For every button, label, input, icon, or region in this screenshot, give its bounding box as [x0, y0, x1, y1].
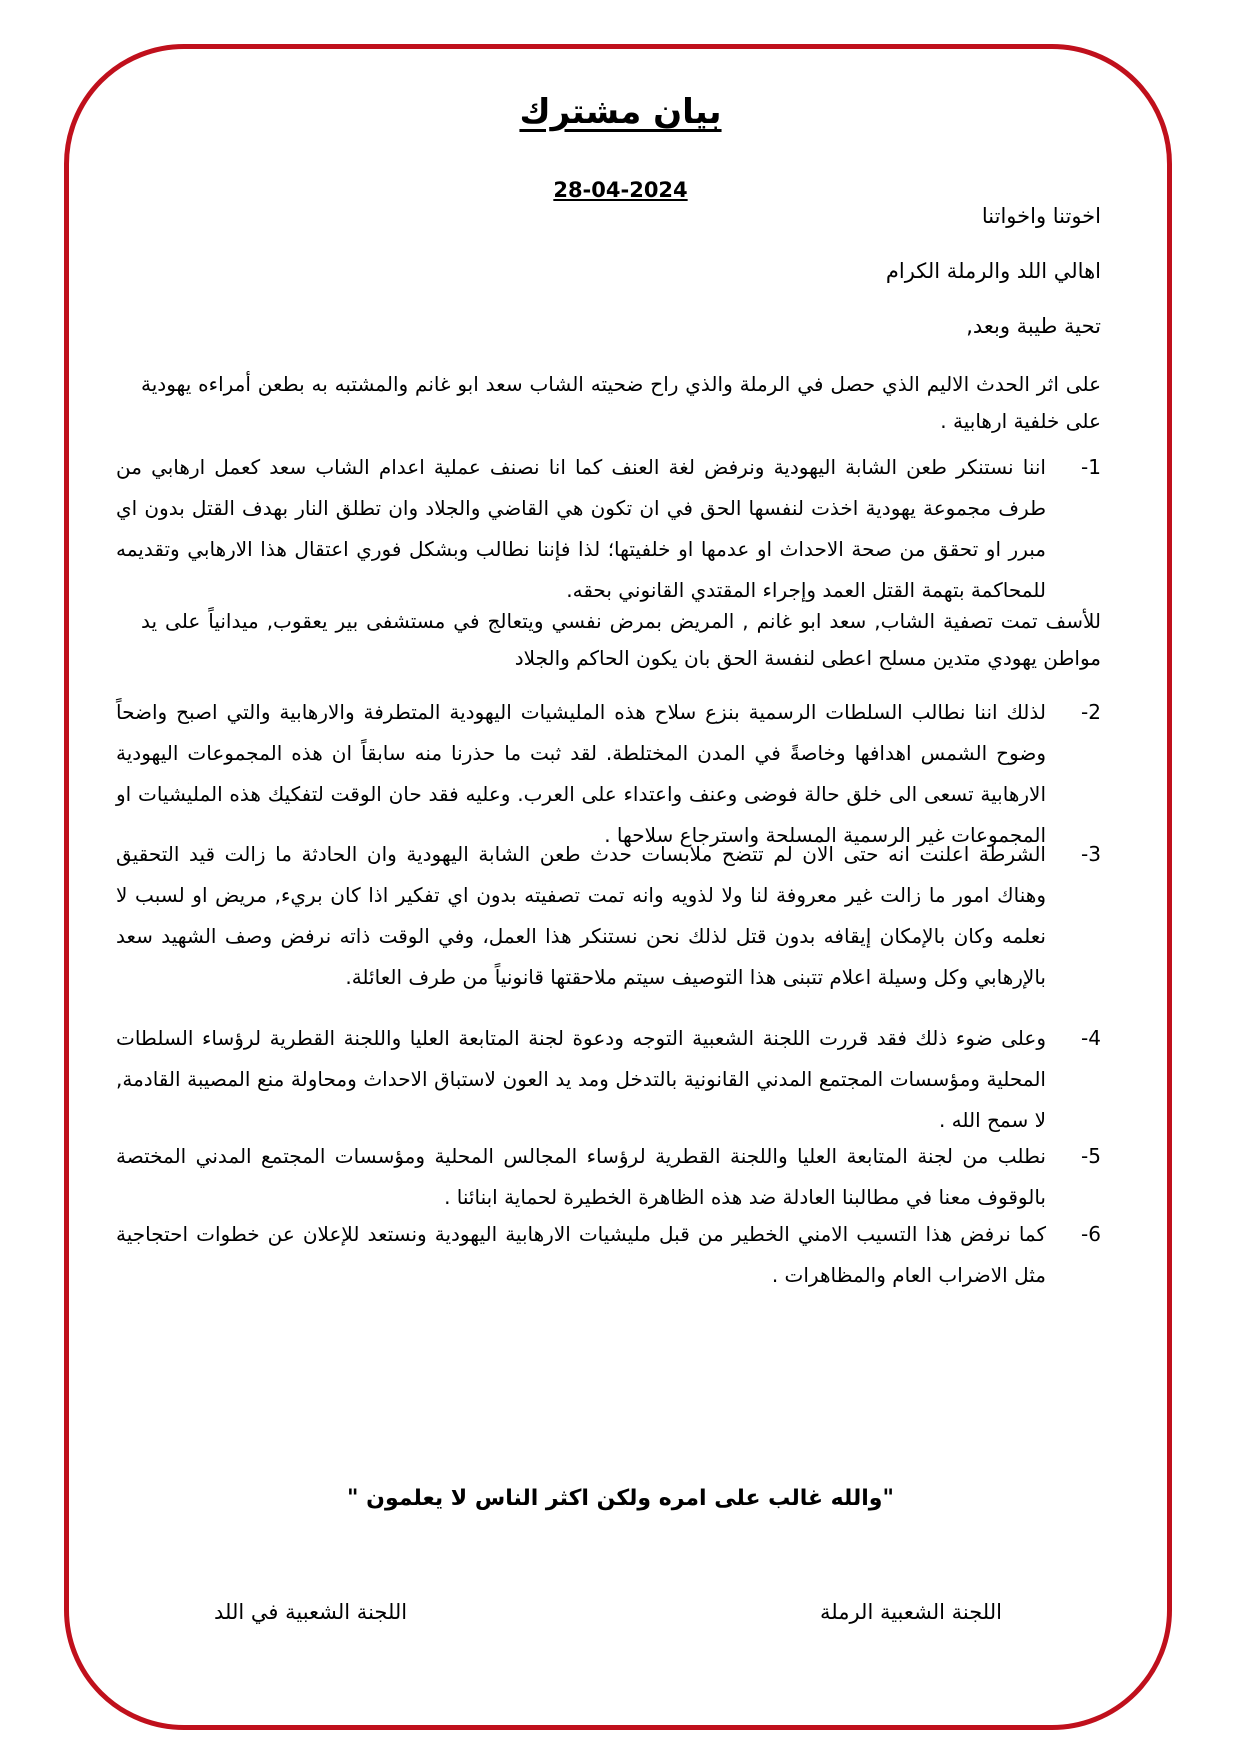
greeting-line-2: اهالي اللد والرملة الكرام: [885, 259, 1101, 283]
document-date: 28-04-2024: [553, 178, 688, 202]
list-item-text: الشرطة اعلنت انه حتى الان لم تتضح ملابسات حدث طعن الشابة اليهودية وان الحادثة ما زالت قيد التحقيق وهناك امور ما زالت غير معروفة لنا ولا لذويه وانه تمت تصفيته بدون اي تفكير اذا كان بريء, مريض او لسبب لا نعلمه وكان بالإمكان إيقافه بدون قتل لذلك نحن نستنكر هذا العمل، وفي الوقت ذاته نرفض وصف الشهيد سعد بالإرهابي وكل وسيلة اعلام تتبنى هذا التوصيف سيتم ملاحقتها قانونياً من طرف العائلة.: [116, 842, 1046, 989]
list-item-2: [116, 692, 1101, 856]
list-item-3: [116, 834, 1101, 998]
list-item-number: 1-: [1081, 455, 1101, 479]
list-item-number: 6-: [1081, 1222, 1101, 1246]
list-item-text: كما نرفض هذا التسيب الامني الخطير من قبل مليشيات الارهابية اليهودية ونستعد للإعلان عن خطوات احتجاجية مثل الاضراب العام والمظاهرات .: [116, 1222, 1046, 1287]
intro-paragraph: على اثر الحدث الاليم الذي حصل في الرملة والذي راح ضحيته الشاب سعد ابو غانم والمشتبه به بطعن أمراءه يهودية على خلفية ارهابية .: [141, 372, 1101, 433]
list-item-number: 4-: [1081, 1026, 1101, 1050]
list-item-6: [116, 1214, 1101, 1296]
list-item-5: [116, 1136, 1101, 1218]
closing-quote: "والله غالب على امره ولكن اكثر الناس لا يعلمون ": [347, 1486, 894, 1511]
list-item-number: 3-: [1081, 842, 1101, 866]
signature-lod-committee: اللجنة الشعبية في اللد: [214, 1600, 408, 1624]
list-item-number: 5-: [1081, 1144, 1101, 1168]
middle-paragraph: للأسف تمت تصفية الشاب, سعد ابو غانم , المريض بمرض نفسي ويتعالج في مستشفى بير يعقوب, ميدانياً على يد مواطن يهودي متدين مسلح اعطى لنفسة الحق بان يكون الحاكم والجلاد: [141, 609, 1101, 670]
list-item-text: وعلى ضوء ذلك فقد قررت اللجنة الشعبية التوجه ودعوة لجنة المتابعة العليا واللجنة القطرية لرؤساء السلطات المحلية ومؤسسات المجتمع المدني القانونية بالتدخل ومد يد العون لاستباق الاحداث ومحاولة منع المصيبة القادمة, لا سمح الله .: [116, 1026, 1046, 1132]
list-item-text: لذلك اننا نطالب السلطات الرسمية بنزع سلاح هذه المليشيات اليهودية المتطرفة والارهابية والتي اصبح واضحاً وضوح الشمس اهدافها وخاصةً في المدن المختلطة. لقد ثبت ما حذرنا منه سابقاً ان هذه المجموعات اليهودية الارهابية تسعى الى خلق حالة فوضى وعنف واعتداء على العرب. وعليه فقد حان الوقت لتفكيك هذه المليشيات او المجموعات غير الرسمية المسلحة واسترجاع سلاحها .: [116, 700, 1046, 847]
list-item-text: اننا نستنكر طعن الشابة اليهودية ونرفض لغة العنف كما انا نصنف عملية اعدام الشاب سعد كعمل ارهابي من طرف مجموعة يهودية اخذت لنفسها الحق في ان تكون هي القاضي والجلاد وان تطلق النار بهدف القتل بدون اي مبرر او تحقق من صحة الاحداث او عدمها او خلفيتها؛ لذا فإننا نطالب وبشكل فوري اعتقال هذا الارهابي وتقديمه للمحاكمة بتهمة القتل العمد وإجراء المقتدي القانوني بحقه.: [116, 455, 1046, 602]
signature-ramla-committee: اللجنة الشعبية الرملة: [820, 1600, 1002, 1624]
list-item-number: 2-: [1081, 700, 1101, 724]
greeting-line-1: اخوتنا واخواتنا: [981, 204, 1101, 228]
greeting-line-3: تحية طيبة وبعد,: [966, 314, 1101, 338]
document-title: بيان مشترك: [519, 92, 722, 132]
list-item-1: [116, 447, 1101, 611]
list-item-text: نطلب من لجنة المتابعة العليا واللجنة القطرية لرؤساء المجالس المحلية ومؤسسات المجتمع المدني المختصة بالوقوف معنا في مطالبنا العادلة ضد هذه الظاهرة الخطيرة لحماية ابنائنا .: [116, 1144, 1046, 1209]
list-item-4: [116, 1018, 1101, 1141]
